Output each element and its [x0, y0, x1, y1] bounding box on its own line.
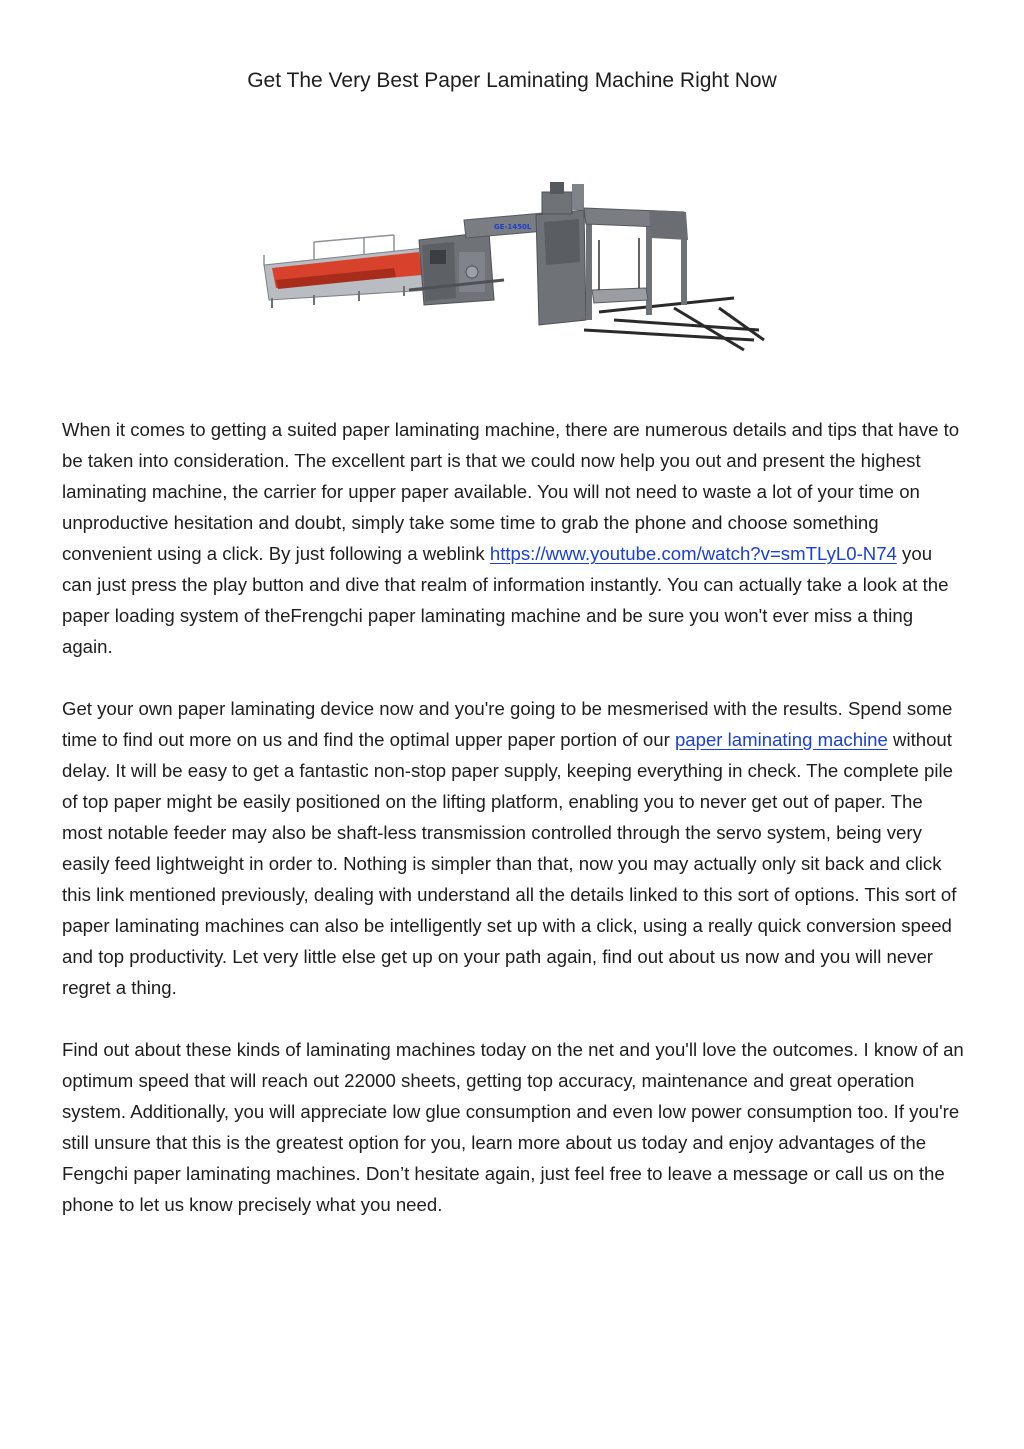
- paragraph-2: [62, 693, 967, 1003]
- paragraph-3: Find out about these kinds of laminating machines today on the net and you'll love the outcomes. I know of an optimum speed that will reach out 22000 sheets, getting top accuracy, maintenance and great operation system. Additionally, you will appreciate low glue consumption and even low power consumption too. If you're still unsure that this is the greatest option for you, learn more about us today and enjoy advantages of the Fengchi paper laminating machines. Don’t hesitate again, just feel free to leave a message or call us on the phone to let us know precisely what you need.: [62, 1039, 964, 1215]
- article-body: [62, 414, 967, 1251]
- machine-image: [254, 180, 774, 355]
- paragraph-2-text-after: without delay. It will be easy to get a fantastic non-stop paper supply, keeping everything in check. The complete pile of top paper might be easily positioned on the lifting platform, enabling you to never get out of paper. The most notable feeder may also be shaft-less transmission controlled through the servo system, being very easily feed lightweight in order to. Nothing is simpler than that, now you may actually only sit back and click this link mentioned previously, dealing with understand all the details linked to this sort of options. This sort of paper laminating machines can also be intelligently set up with a click, using a really quick conversion speed and top productivity. Let very little else get up on your path again, find out about us now and you will never regret a thing.: [62, 729, 957, 998]
- machine-label: GE-1450L: [494, 223, 532, 231]
- page-title: Get The Very Best Paper Laminating Machine Right Now: [247, 69, 777, 92]
- paragraph-2-text-before: Get your own paper laminating device now and you're going to be mesmerised with the results. Spend some time to find out more on us and find the optimal upper paper portion of our: [62, 698, 953, 750]
- paragraph-1-text-before: When it comes to getting a suited paper laminating machine, there are numerous details and tips that have to be taken into consideration. The excellent part is that we could now help you out and present the highest laminating machine, the carrier for upper paper available. You will not need to waste a lot of your time on unproductive hesitation and doubt, simply take some time to grab the phone and choose something convenient using a click. By just following a weblink: [62, 419, 960, 564]
- paper-laminating-machine-photo: [254, 180, 774, 355]
- youtube-link[interactable]: https://www.youtube.com/watch?v=smTLyL0-N74: [489, 543, 897, 564]
- paper-laminating-machine-link[interactable]: paper laminating machine: [674, 729, 888, 750]
- paragraph-1-text-after: you can just press the play button and dive that realm of information instantly. You can actually take a look at the paper loading system of theFrengchi paper laminating machine and be sure you won't ever miss a thing again.: [62, 543, 949, 657]
- paragraph-1: [62, 414, 967, 662]
